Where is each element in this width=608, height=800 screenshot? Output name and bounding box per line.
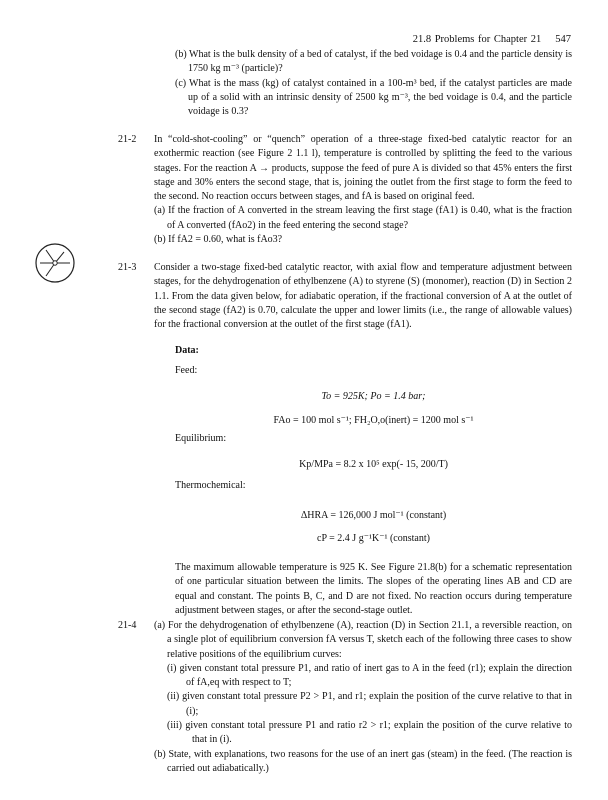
page-number: 547 xyxy=(555,34,571,45)
problem-21-4-case-ii: (ii) given constant total pressure P2 > P1, and r1; explain the position of the curve relative to that in (i); xyxy=(167,691,572,717)
equilibrium-label: Equilibrium: xyxy=(175,433,227,444)
problem-21-3-text: Consider a two-stage fixed-bed catalytic reactor, with axial flow and temperature adjustment between stages, for the dehydrogenation of ethylbenzene (A) to styrene (S) (monomer), reaction (D) in Section 2 1.1. From the data given below, for adiabatic operation, if the fractional conversion of A at the outlet of the second stage (fA2) is 0.70, calculate the upper and lower limits (i.e., the range of allowable values) for the fractional conversion at the outlet of the first stage (fA1). xyxy=(154,262,572,331)
problem-21-4-part-b: (b) State, with explanations, two reasons for the use of an inert gas (steam) in the feed. (The reaction is carried out adiabatically.) xyxy=(154,748,572,774)
problem-21-2-part-a: (a) If the fraction of A converted in the stream leaving the first stage (fA1) is 0.40, what is the fraction of A converted (fAo2) in the feed entering the second stage? xyxy=(154,205,572,231)
problem-21-1-part-b: (b) What is the bulk density of a bed of catalyst, if the bed voidage is 0.4 and the particle density is 1750 kg m⁻³ (particle)? xyxy=(175,49,572,75)
problem-number: 21-3 xyxy=(118,262,137,273)
feed-equation-2: FAo = 100 mol s⁻¹; FH₂O,o(inert) = 1200 mol s⁻¹ xyxy=(273,415,474,426)
thermochemical-label: Thermochemical: xyxy=(175,480,246,491)
problem-21-3-closing-text: The maximum allowable temperature is 925 K. See Figure 21.8(b) for a schematic representation of one particular situation between the limits. The slopes of the operating lines AB and CD are equal and constant. The points B, C, and D are not fixed. No reaction occurs during temperature adjustment between stages, or after the second-stage outlet. xyxy=(175,562,572,616)
problem-number: 21-4 xyxy=(118,620,137,631)
heat-capacity-equation: cP = 2.4 J g⁻¹K⁻¹ (constant) xyxy=(317,533,430,544)
page-header xyxy=(399,33,571,47)
feed-label: Feed: xyxy=(175,365,198,376)
equilibrium-equation: Kp/MPa = 8.2 x 10⁵ exp(- 15, 200/T) xyxy=(299,459,448,470)
problem-21-4-part-a: (a) For the dehydrogenation of ethylbenzene (A), reaction (D) in Section 21.1, a reversible reaction, on a single plot of equilibrium conversion fA versus T, sketch each of the following three cases to show relative positions of the equilibrium curves: xyxy=(154,620,572,660)
problem-21-4-case-i: (i) given constant total pressure P1, and ratio of inert gas to A in the feed (r1); explain the direction of fA,eq with respect to T; xyxy=(167,662,572,689)
problem-21-2 xyxy=(118,133,572,247)
problem-21-1-continuation xyxy=(175,48,572,119)
problem-21-3 xyxy=(118,261,572,332)
problem-21-4-case-iii: (iii) given constant total pressure P1 and ratio r2 > r1; explain the position of the curve relative to that in (i). xyxy=(167,720,572,746)
problem-21-3-closing xyxy=(175,561,572,618)
problem-21-2-part-b: (b) If fA2 = 0.60, what is fAo3? xyxy=(154,234,283,246)
problem-21-2-text: In “cold-shot-cooling” or “quench” operation of a three-stage fixed-bed catalytic reactor for an exothermic reaction (see Figure 2 1.1 l), temperature is controlled by splitting the feed to the various stages. For the reaction A → products, suppose the feed of pure A is divided so that 45% enters the first stage and 30% enters the second stage, that is, joining the outlet from the first stage to form the feed to the second. No reaction occurs between stages, and fA is based on original feed. xyxy=(154,134,572,203)
data-label: Data: xyxy=(175,345,199,356)
feed-equation-1: To = 925K; Po = 1.4 bar; xyxy=(321,391,426,402)
enthalpy-equation: ΔHRA = 126,000 J mol⁻¹ (constant) xyxy=(300,510,447,521)
problem-number: 21-2 xyxy=(118,134,137,145)
compass-arrow-icon xyxy=(34,242,76,284)
problem-21-1-part-c: (c) What is the mass (kg) of catalyst contained in a 100-m³ bed, if the catalyst particles are made up of a solid with an intrinsic density of 2500 kg m⁻³, the bed voidage is 0.4, and the particle voidage is 0.3? xyxy=(175,77,572,118)
section-title: 21.8 Problems for Chapter 21 xyxy=(412,34,542,45)
problem-21-4 xyxy=(118,619,572,776)
